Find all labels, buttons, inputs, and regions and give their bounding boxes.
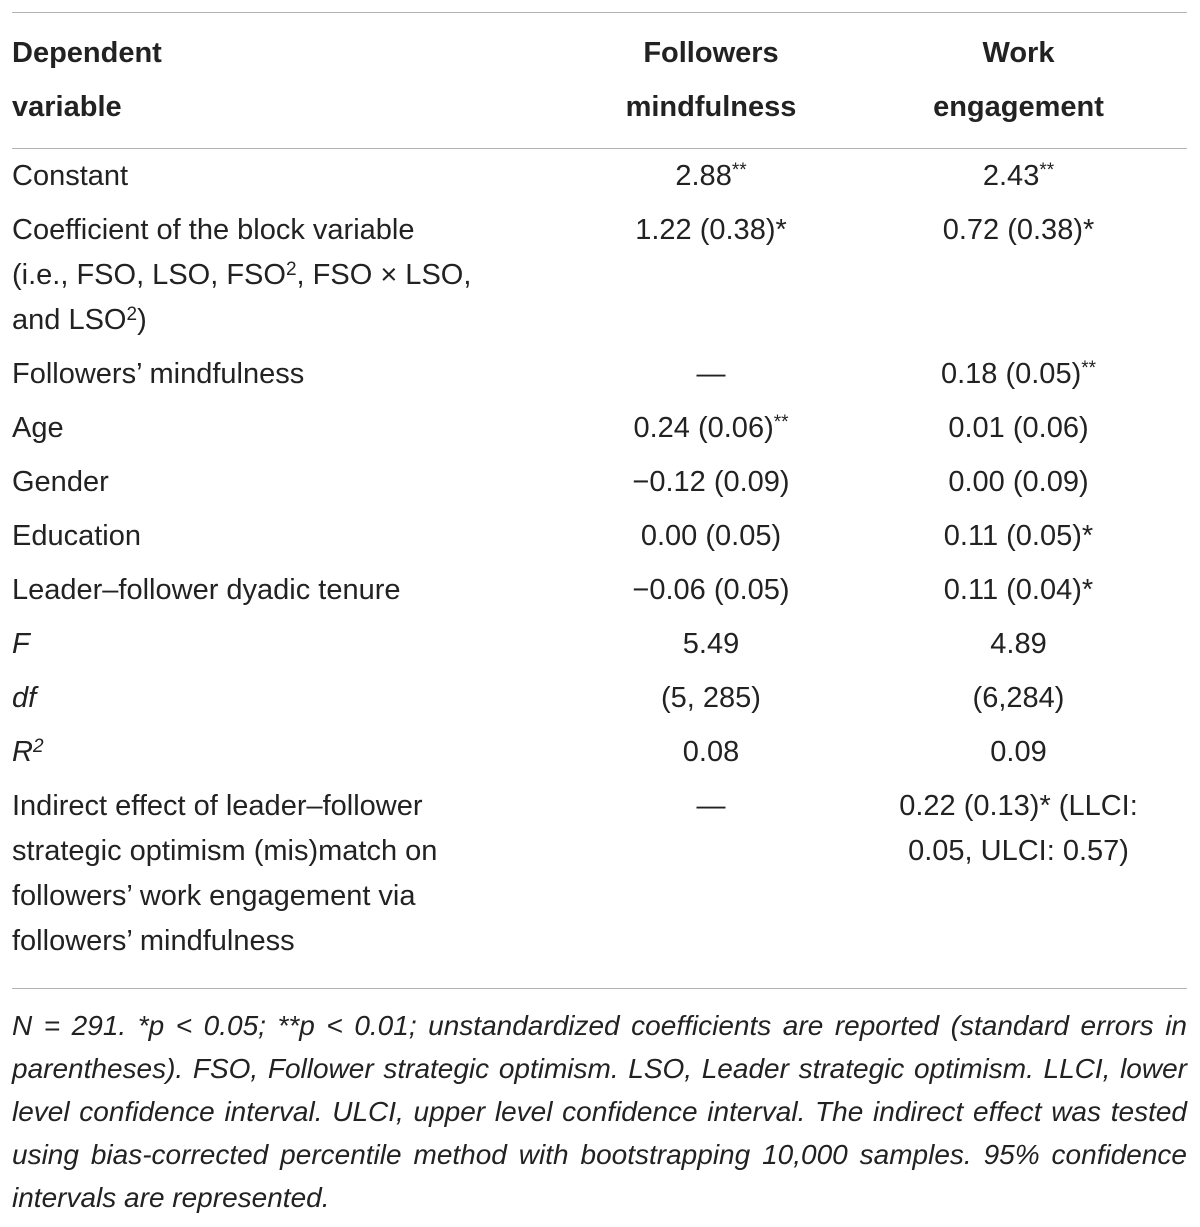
table-header-row bbox=[12, 20, 1187, 144]
engagement-cell: 0.22 (0.13)* (LLCI: 0.05, ULCI: 0.57) bbox=[899, 790, 1138, 867]
mindfulness-cell: — bbox=[696, 358, 726, 390]
engagement-cell: 2.43** bbox=[982, 160, 1055, 192]
row-label: Age bbox=[12, 412, 64, 444]
mindfulness-cell: 2.88** bbox=[675, 160, 747, 192]
table-footnote: N = 291. *p < 0.05; **p < 0.01; unstandardized coefficients are reported (standard errors in parentheses). FSO, Follower strategic optimism. LSO, Leader strategic optimism. LLCI, lower level confidence interval. ULCI, upper level confidence interval. The indirect effect was tested using bias-corrected percentile method with bootstrapping 10,000 samples. 95% confidence intervals are represented. bbox=[12, 1010, 1187, 1213]
mindfulness-cell: 0.00 (0.05) bbox=[640, 520, 782, 552]
table-row bbox=[12, 514, 1187, 568]
table-row bbox=[12, 784, 1187, 964]
row-label: Constant bbox=[12, 160, 129, 192]
row-label: $R^2$ bbox=[12, 736, 44, 768]
engagement-cell: 0.18 (0.05)** bbox=[940, 358, 1097, 390]
engagement-cell: 4.89 bbox=[990, 628, 1047, 660]
table-row bbox=[12, 154, 1187, 208]
mindfulness-cell: — bbox=[696, 790, 726, 822]
row-label: Education bbox=[12, 520, 141, 552]
engagement-cell: 0.00 (0.09) bbox=[948, 466, 1089, 498]
row-label: Coefficient of the block variable (i.e., FSO, LSO, FSO$^2$, FSO × LSO, and LSO$^2$) bbox=[12, 214, 472, 336]
engagement-cell: 0.72 (0.38)* bbox=[942, 214, 1095, 246]
spacer-row bbox=[12, 144, 1187, 154]
mindfulness-cell: (5, 285) bbox=[661, 682, 761, 714]
regression-results-table bbox=[12, 20, 1187, 964]
row-label: F bbox=[12, 628, 30, 660]
mindfulness-cell: −0.12 (0.09) bbox=[632, 466, 790, 498]
table-row bbox=[12, 568, 1187, 622]
row-label-line2: (i.e., FSO, LSO, FSO$^2$, FSO × LSO, bbox=[12, 259, 472, 291]
mindfulness-cell: 0.24 (0.06)** bbox=[633, 412, 789, 444]
mindfulness-cell: 0.08 bbox=[682, 736, 740, 768]
mindfulness-cell: 1.22 (0.38)* bbox=[635, 214, 787, 246]
table-row bbox=[12, 676, 1187, 730]
engagement-cell: (6,284) bbox=[972, 682, 1065, 714]
row-label: Leader–follower dyadic tenure bbox=[12, 574, 401, 606]
row-label-line3: and LSO$^2$) bbox=[12, 304, 147, 336]
table-bottom-rule bbox=[12, 988, 1187, 989]
table-row bbox=[12, 460, 1187, 514]
row-label: Followers’ mindfulness bbox=[12, 358, 305, 390]
header-dependent-variable: Dependent variable bbox=[12, 37, 162, 123]
engagement-cell: 0.11 (0.04)* bbox=[943, 574, 1094, 606]
row-label: Indirect effect of leader–follower strategic optimism (mis)match on followers’ work engagement via followers’ mindfulness bbox=[12, 790, 438, 957]
engagement-cell: 0.11 (0.05)* bbox=[943, 520, 1094, 552]
engagement-cell: 0.01 (0.06) bbox=[948, 412, 1089, 444]
table-top-rule bbox=[12, 12, 1187, 13]
mindfulness-cell: 5.49 bbox=[682, 628, 740, 660]
table-row bbox=[12, 730, 1187, 784]
table-row bbox=[12, 406, 1187, 460]
row-label: Gender bbox=[12, 466, 109, 498]
engagement-cell: 0.09 bbox=[990, 736, 1047, 768]
mindfulness-cell: −0.06 (0.05) bbox=[632, 574, 790, 606]
table-row bbox=[12, 622, 1187, 676]
header-work-engagement: Work engagement bbox=[933, 37, 1104, 123]
header-followers-mindfulness: Followers mindfulness bbox=[625, 37, 797, 123]
table-row bbox=[12, 208, 1187, 352]
row-label: df bbox=[12, 682, 37, 714]
table-row bbox=[12, 352, 1187, 406]
